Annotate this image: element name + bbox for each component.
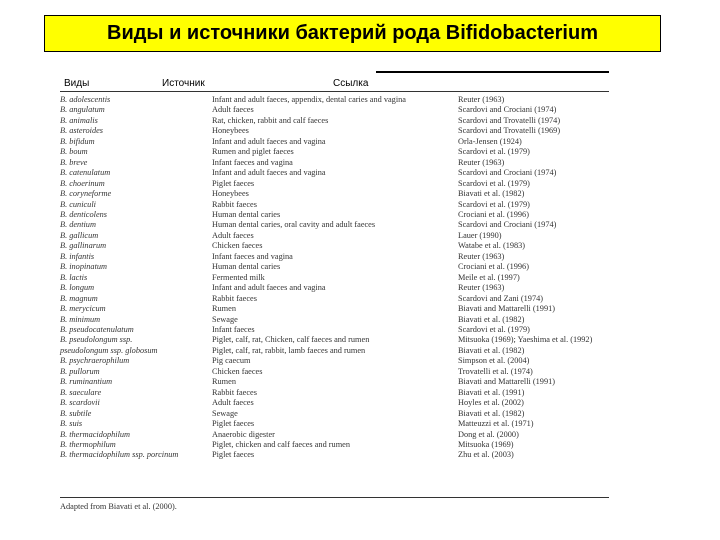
table-row xyxy=(60,200,620,210)
table-row xyxy=(60,346,620,356)
reference-cell: Scardovi and Trovatelli (1974) xyxy=(458,115,561,125)
species-cell: B. psychraerophilum xyxy=(60,356,130,366)
reference-cell: Scardovi and Trovatelli (1969) xyxy=(458,126,561,136)
species-cell: B. thermacidophilum ssp. porcinum xyxy=(60,450,179,460)
reference-cell: Scardovi and Crociani (1974) xyxy=(458,220,557,230)
table-row xyxy=(60,210,620,220)
source-cell: Rabbit faeces xyxy=(212,199,257,209)
table-row xyxy=(60,95,620,105)
reference-cell: Biavati et al. (1982) xyxy=(458,314,525,324)
source-cell: Piglet, chicken and calf faeces and rumen xyxy=(212,439,350,449)
species-cell: B. dentium xyxy=(60,220,96,230)
source-cell: Sewage xyxy=(212,314,238,324)
species-cell: B. saeculare xyxy=(60,387,102,397)
species-cell: B. ruminantium xyxy=(60,377,113,387)
species-cell: B. cuniculi xyxy=(60,199,96,209)
table-row xyxy=(60,126,620,136)
source-cell: Infant and adult faeces, appendix, dental caries and vagina xyxy=(212,95,406,104)
table-row xyxy=(60,158,620,168)
species-cell: B. bifidum xyxy=(60,136,95,146)
table-row xyxy=(60,440,620,450)
reference-cell: Dong et al. (2000) xyxy=(458,429,519,439)
reference-cell: Scardovi et al. (1979) xyxy=(458,147,530,157)
reference-cell: Hoyles et al. (2002) xyxy=(458,398,524,408)
source-cell: Rabbit faeces xyxy=(212,387,257,397)
table-header-rule xyxy=(60,91,609,92)
reference-cell: Scardovi and Zani (1974) xyxy=(458,293,544,303)
species-table xyxy=(60,95,620,461)
species-cell: B. breve xyxy=(60,157,88,167)
table-row xyxy=(60,220,620,230)
reference-cell: Scardovi et al. (1979) xyxy=(458,199,530,209)
species-cell: B. denticolens xyxy=(60,209,108,219)
reference-cell: Scardovi and Crociani (1974) xyxy=(458,168,557,178)
source-cell: Piglet faeces xyxy=(212,419,255,429)
table-row xyxy=(60,283,620,293)
source-cell: Infant and adult faeces and vagina xyxy=(212,168,326,178)
reference-cell: Meile et al. (1997) xyxy=(458,272,520,282)
source-cell: Adult faeces xyxy=(212,105,254,115)
source-cell: Rabbit faeces xyxy=(212,293,257,303)
reference-cell: Mitsuoka (1969); Yaeshima et al. (1992) xyxy=(458,335,593,345)
reference-cell: Biavati and Mattarelli (1991) xyxy=(458,304,555,314)
table-row xyxy=(60,179,620,189)
table-row xyxy=(60,335,620,345)
table-top-rule xyxy=(376,71,609,73)
table-row xyxy=(60,189,620,199)
reference-cell: Scardovi et al. (1979) xyxy=(458,324,530,334)
source-cell: Sewage xyxy=(212,408,238,418)
species-cell: B. choerinum xyxy=(60,178,105,188)
reference-cell: Simpson et al. (2004) xyxy=(458,356,530,366)
table-row xyxy=(60,294,620,304)
source-cell: Rumen xyxy=(212,377,236,387)
species-cell: B. gallinarum xyxy=(60,241,107,251)
reference-cell: Zhu et al. (2003) xyxy=(458,450,514,460)
table-row xyxy=(60,105,620,115)
reference-cell: Biavati et al. (1982) xyxy=(458,345,525,355)
source-cell: Infant faeces and vagina xyxy=(212,157,293,167)
table-row xyxy=(60,231,620,241)
reference-cell: Biavati and Mattarelli (1991) xyxy=(458,377,555,387)
table-row xyxy=(60,116,620,126)
column-header-source: Источник xyxy=(162,78,205,89)
source-cell: Rumen xyxy=(212,304,236,314)
table-footnote: Adapted from Biavati et al. (2000). xyxy=(60,502,177,511)
reference-cell: Crociani et al. (1996) xyxy=(458,262,529,272)
source-cell: Anaerobic digester xyxy=(212,429,275,439)
source-cell: Piglet faeces xyxy=(212,450,255,460)
table-row xyxy=(60,252,620,262)
table-row xyxy=(60,262,620,272)
reference-cell: Biavati et al. (1991) xyxy=(458,387,525,397)
source-cell: Human dental caries xyxy=(212,209,281,219)
species-cell: B. longum xyxy=(60,283,95,293)
source-cell: Adult faeces xyxy=(212,398,254,408)
source-cell: Chicken faeces xyxy=(212,366,263,376)
table-row xyxy=(60,273,620,283)
source-cell: Piglet, calf, rat, Chicken, calf faeces and rumen xyxy=(212,335,370,345)
table-row xyxy=(60,315,620,325)
table-row xyxy=(60,147,620,157)
species-cell: B. inopinatum xyxy=(60,262,108,272)
reference-cell: Reuter (1963) xyxy=(458,157,505,167)
reference-cell: Trovatelli et al. (1974) xyxy=(458,366,533,376)
reference-cell: Mitsuoka (1969) xyxy=(458,439,514,449)
table-row xyxy=(60,356,620,366)
source-cell: Infant faeces xyxy=(212,324,255,334)
species-cell: B. merycicum xyxy=(60,304,106,314)
source-cell: Adult faeces xyxy=(212,230,254,240)
species-cell: B. thermacidophilum xyxy=(60,429,131,439)
species-cell: B. boum xyxy=(60,147,88,157)
table-row xyxy=(60,137,620,147)
reference-cell: Reuter (1963) xyxy=(458,251,505,261)
source-cell: Chicken faeces xyxy=(212,241,263,251)
reference-cell: Biavati et al. (1982) xyxy=(458,189,525,199)
species-cell: B. suis xyxy=(60,419,83,429)
table-row xyxy=(60,409,620,419)
table-row xyxy=(60,241,620,251)
source-cell: Rumen and piglet faeces xyxy=(212,147,294,157)
source-cell: Honeybees xyxy=(212,126,249,136)
source-cell: Honeybees xyxy=(212,189,249,199)
species-cell: B. subtile xyxy=(60,408,92,418)
table-row xyxy=(60,325,620,335)
table-row xyxy=(60,367,620,377)
column-header-species: Виды xyxy=(64,78,90,89)
species-cell: B. angulatum xyxy=(60,105,105,115)
source-cell: Infant faeces and vagina xyxy=(212,251,293,261)
column-header-reference: Ссылка xyxy=(333,78,369,89)
species-cell: B. coryneforme xyxy=(60,189,112,199)
table-row xyxy=(60,377,620,387)
source-cell: Fermented milk xyxy=(212,272,265,282)
table-row xyxy=(60,430,620,440)
table-row xyxy=(60,388,620,398)
species-cell: B. infantis xyxy=(60,251,95,261)
reference-cell: Orla-Jensen (1924) xyxy=(458,136,522,146)
species-cell: B. magnum xyxy=(60,293,98,303)
species-cell: B. lactis xyxy=(60,272,88,282)
reference-cell: Reuter (1963) xyxy=(458,95,505,104)
species-cell: pseudolongum ssp. globosum xyxy=(60,345,158,355)
species-cell: B. adolescentis xyxy=(60,95,111,104)
source-cell: Infant and adult faeces and vagina xyxy=(212,136,326,146)
source-cell: Piglet, calf, rat, rabbit, lamb faeces and rumen xyxy=(212,345,366,355)
species-cell: B. pseudocatenulatum xyxy=(60,324,134,334)
reference-cell: Reuter (1963) xyxy=(458,283,505,293)
source-cell: Piglet faeces xyxy=(212,178,255,188)
species-cell: B. animalis xyxy=(60,115,98,125)
table-row xyxy=(60,450,620,460)
reference-cell: Biavati et al. (1982) xyxy=(458,408,525,418)
reference-cell: Matteuzzi et al. (1971) xyxy=(458,419,534,429)
source-cell: Pig caecum xyxy=(212,356,251,366)
species-cell: B. pseudolongum ssp. xyxy=(60,335,133,345)
species-cell: B. catenulatum xyxy=(60,168,111,178)
source-cell: Human dental caries, oral cavity and adult faeces xyxy=(212,220,376,230)
reference-cell: Scardovi et al. (1979) xyxy=(458,178,530,188)
reference-cell: Watabe et al. (1983) xyxy=(458,241,526,251)
slide-title: Виды и источники бактерий рода Bifidobacterium xyxy=(44,15,661,52)
reference-cell: Scardovi and Crociani (1974) xyxy=(458,105,557,115)
table-row xyxy=(60,168,620,178)
species-cell: B. scardovii xyxy=(60,398,100,408)
reference-cell: Crociani et al. (1996) xyxy=(458,209,529,219)
source-cell: Rat, chicken, rabbit and calf faeces xyxy=(212,115,329,125)
source-cell: Human dental caries xyxy=(212,262,281,272)
reference-cell: Lauer (1990) xyxy=(458,230,502,240)
species-cell: B. gallicum xyxy=(60,230,99,240)
source-cell: Infant and adult faeces and vagina xyxy=(212,283,326,293)
table-row xyxy=(60,398,620,408)
species-cell: B. thermophilum xyxy=(60,439,116,449)
table-bottom-rule xyxy=(60,497,609,498)
species-cell: B. asteroides xyxy=(60,126,104,136)
species-cell: B. minimum xyxy=(60,314,101,324)
table-row xyxy=(60,304,620,314)
species-cell: B. pullorum xyxy=(60,366,100,376)
table-row xyxy=(60,419,620,429)
